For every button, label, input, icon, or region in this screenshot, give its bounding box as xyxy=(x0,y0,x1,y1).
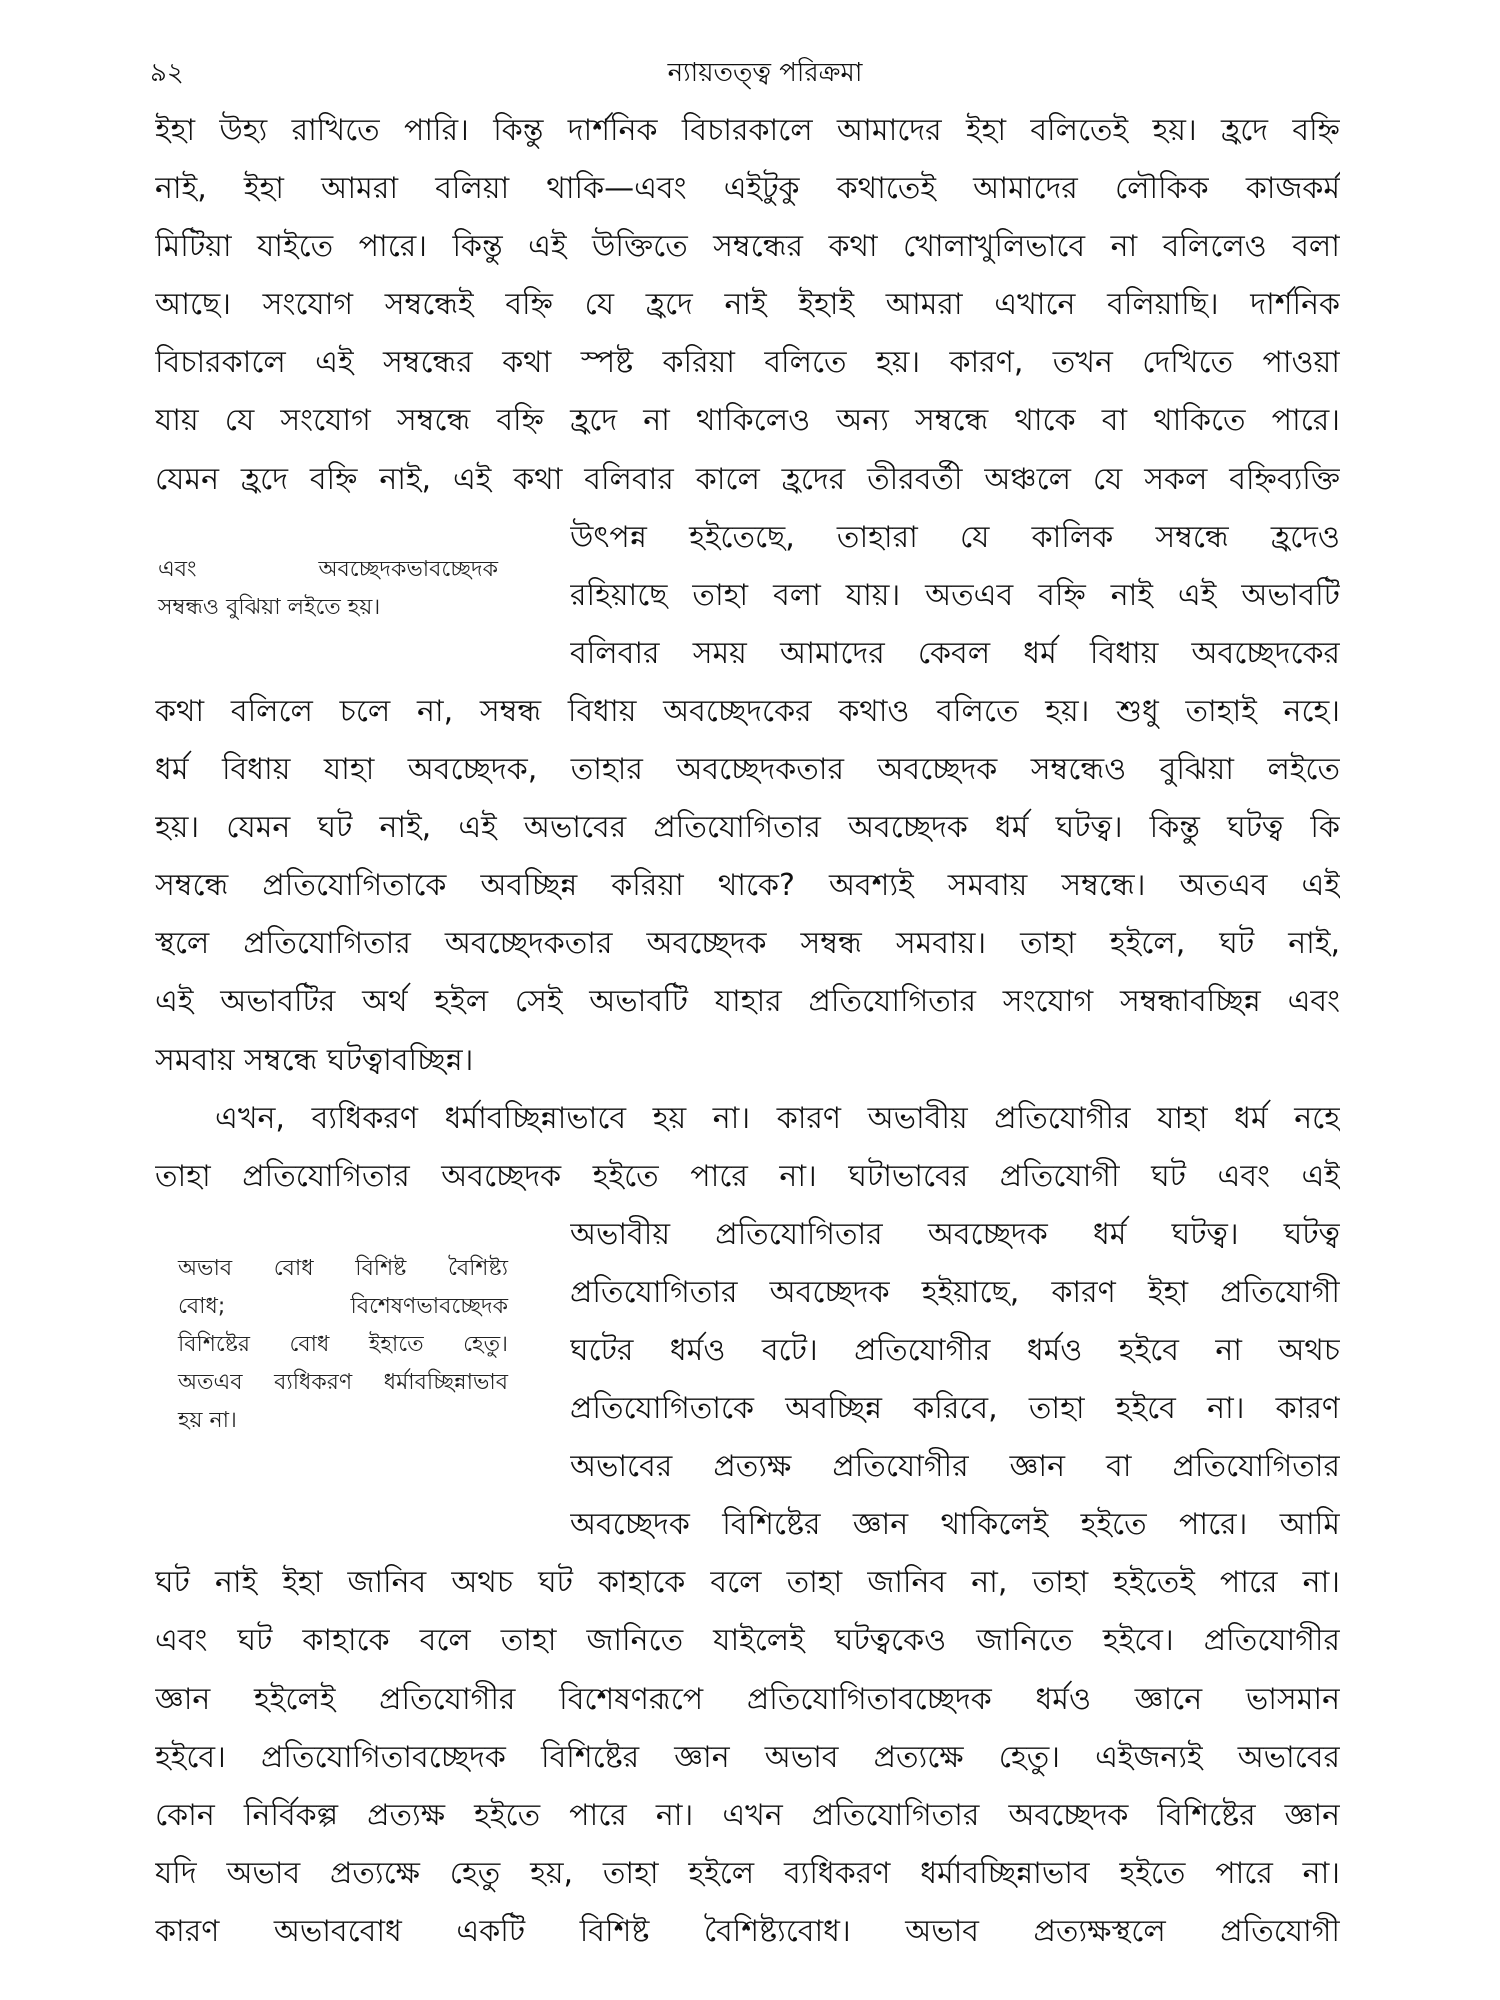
margin-note-line: হয় না। xyxy=(178,1408,237,1433)
body-line: নাই, ইহা আমরা বলিয়া থাকি—এবং এইটুকু কথাতেই আমাদের লৌকিক কাজকর্ম xyxy=(155,171,1340,206)
body-line: সম্বন্ধে প্রতিযোগিতাকে অবচ্ছিন্ন করিয়া থাকে? অবশ্যই সমবায় সম্বন্ধে। অতএব এই xyxy=(155,868,1340,903)
body-line: যদি অভাব প্রত্যক্ষে হেতু হয়, তাহা হইলে ব্যধিকরণ ধর্মাবচ্ছিন্নাভাব হইতে পারে না। xyxy=(155,1856,1340,1891)
body-line: কথা বলিলে চলে না, সম্বন্ধ বিধায় অবচ্ছেদকের কথাও বলিতে হয়। শুধু তাহাই নহে। xyxy=(155,694,1340,729)
body-line: প্রতিযোগিতার অবচ্ছেদক হইয়াছে, কারণ ইহা প্রতিযোগী xyxy=(570,1275,1340,1310)
body-line: কোন নির্বিকল্প প্রত্যক্ষ হইতে পারে না। এখন প্রতিযোগিতার অবচ্ছেদক বিশিষ্টের জ্ঞান xyxy=(155,1798,1340,1833)
body-line: স্থলে প্রতিযোগিতার অবচ্ছেদকতার অবচ্ছেদক সম্বন্ধ সমবায়। তাহা হইলে, ঘট নাই, xyxy=(155,926,1340,961)
body-line: এই অভাবটির অর্থ হইল সেই অভাবটি যাহার প্রতিযোগিতার সংযোগ সম্বন্ধাবচ্ছিন্ন এবং xyxy=(155,984,1340,1019)
body-line: এখন, ব্যধিকরণ ধর্মাবচ্ছিন্নাভাবে হয় না। কারণ অভাবীয় প্রতিযোগীর যাহা ধর্ম নহে xyxy=(215,1101,1340,1136)
margin-note-line: অভাব বোধ বিশিষ্ট বৈশিষ্ট্য xyxy=(178,1256,508,1281)
margin-note-line: এবং অবচ্ছেদকভাবচ্ছেদক xyxy=(158,557,498,582)
page-header xyxy=(150,52,1380,92)
margin-note-line: অতএব ব্যধিকরণ ধর্মাবচ্ছিন্নাভাব xyxy=(178,1370,508,1395)
body-line: তাহা প্রতিযোগিতার অবচ্ছেদক হইতে পারে না। ঘটাভাবের প্রতিযোগী ঘট এবং এই xyxy=(155,1159,1340,1194)
margin-note-line: সম্বন্ধও বুঝিয়া লইতে হয়। xyxy=(158,595,381,620)
body-line: যেমন হ্রদে বহ্নি নাই, এই কথা বলিবার কালে হ্রদের তীরবর্তী অঞ্চলে যে সকল বহ্নিব্যক্তি xyxy=(155,462,1340,497)
body-line: প্রতিযোগিতাকে অবচ্ছিন্ন করিবে, তাহা হইবে না। কারণ xyxy=(570,1391,1340,1426)
body-line: কারণ অভাববোধ একটি বিশিষ্ট বৈশিষ্ট্যবোধ। অভাব প্রত্যক্ষস্থলে প্রতিযোগী xyxy=(155,1914,1340,1949)
body-line: বিচারকালে এই সম্বন্ধের কথা স্পষ্ট করিয়া বলিতে হয়। কারণ, তখন দেখিতে পাওয়া xyxy=(155,345,1340,380)
margin-note-line: বিশিষ্টের বোধ ইহাতে হেতু। xyxy=(178,1332,508,1357)
body-line: মিটিয়া যাইতে পারে। কিন্তু এই উক্তিতে সম্বন্ধের কথা খোলাখুলিভাবে না বলিলেও বলা xyxy=(155,229,1340,264)
page-number: ৯২ xyxy=(150,58,184,88)
body-line: জ্ঞান হইলেই প্রতিযোগীর বিশেষণরূপে প্রতিযোগিতাবচ্ছেদক ধর্মও জ্ঞানে ভাসমান xyxy=(155,1682,1340,1717)
body-line: ঘটের ধর্মও বটে। প্রতিযোগীর ধর্মও হইবে না অথচ xyxy=(570,1333,1340,1368)
running-title: ন্যায়তত্ত্ব পরিক্রমা xyxy=(667,58,863,88)
body-line: রহিয়াছে তাহা বলা যায়। অতএব বহ্নি নাই এই অভাবটি xyxy=(570,578,1340,613)
body-line: অভাবীয় প্রতিযোগিতার অবচ্ছেদক ধর্ম ঘটত্ব। ঘটত্ব xyxy=(570,1217,1340,1252)
body-line: উৎপন্ন হইতেছে, তাহারা যে কালিক সম্বন্ধে হ্রদেও xyxy=(570,520,1340,555)
body-line: আছে। সংযোগ সম্বন্ধেই বহ্নি যে হ্রদে নাই ইহাই আমরা এখানে বলিয়াছি। দার্শনিক xyxy=(155,287,1340,322)
body-line: হইবে। প্রতিযোগিতাবচ্ছেদক বিশিষ্টের জ্ঞান অভাব প্রত্যক্ষে হেতু। এইজন্যই অভাবের xyxy=(155,1740,1340,1775)
body-line: ইহা উহ্য রাখিতে পারি। কিন্তু দার্শনিক বিচারকালে আমাদের ইহা বলিতেই হয়। হ্রদে বহ্নি xyxy=(155,113,1340,148)
body-line: অভাবের প্রত্যক্ষ প্রতিযোগীর জ্ঞান বা প্রতিযোগিতার xyxy=(570,1449,1340,1484)
body-line: এবং ঘট কাহাকে বলে তাহা জানিতে যাইলেই ঘটত্বকেও জানিতে হইবে। প্রতিযোগীর xyxy=(155,1623,1340,1658)
margin-note-line: বোধ; বিশেষণভাবচ্ছেদক xyxy=(178,1294,508,1319)
body-line: ধর্ম বিধায় যাহা অবচ্ছেদক, তাহার অবচ্ছেদকতার অবচ্ছেদক সম্বন্ধেও বুঝিয়া লইতে xyxy=(155,752,1340,787)
body-line: হয়। যেমন ঘট নাই, এই অভাবের প্রতিযোগিতার অবচ্ছেদক ধর্ম ঘটত্ব। কিন্তু ঘটত্ব কি xyxy=(155,810,1340,845)
body-line: যায় যে সংযোগ সম্বন্ধে বহ্নি হ্রদে না থাকিলেও অন্য সম্বন্ধে থাকে বা থাকিতে পারে। xyxy=(155,403,1340,438)
body-line: বলিবার সময় আমাদের কেবল ধর্ম বিধায় অবচ্ছেদকের xyxy=(570,636,1340,671)
body-line: ঘট নাই ইহা জানিব অথচ ঘট কাহাকে বলে তাহা জানিব না, তাহা হইতেই পারে না। xyxy=(155,1565,1340,1600)
body-line: অবচ্ছেদক বিশিষ্টের জ্ঞান থাকিলেই হইতে পারে। আমি xyxy=(570,1507,1340,1542)
body-line: সমবায় সম্বন্ধে ঘটত্বাবচ্ছিন্ন। xyxy=(155,1043,474,1078)
